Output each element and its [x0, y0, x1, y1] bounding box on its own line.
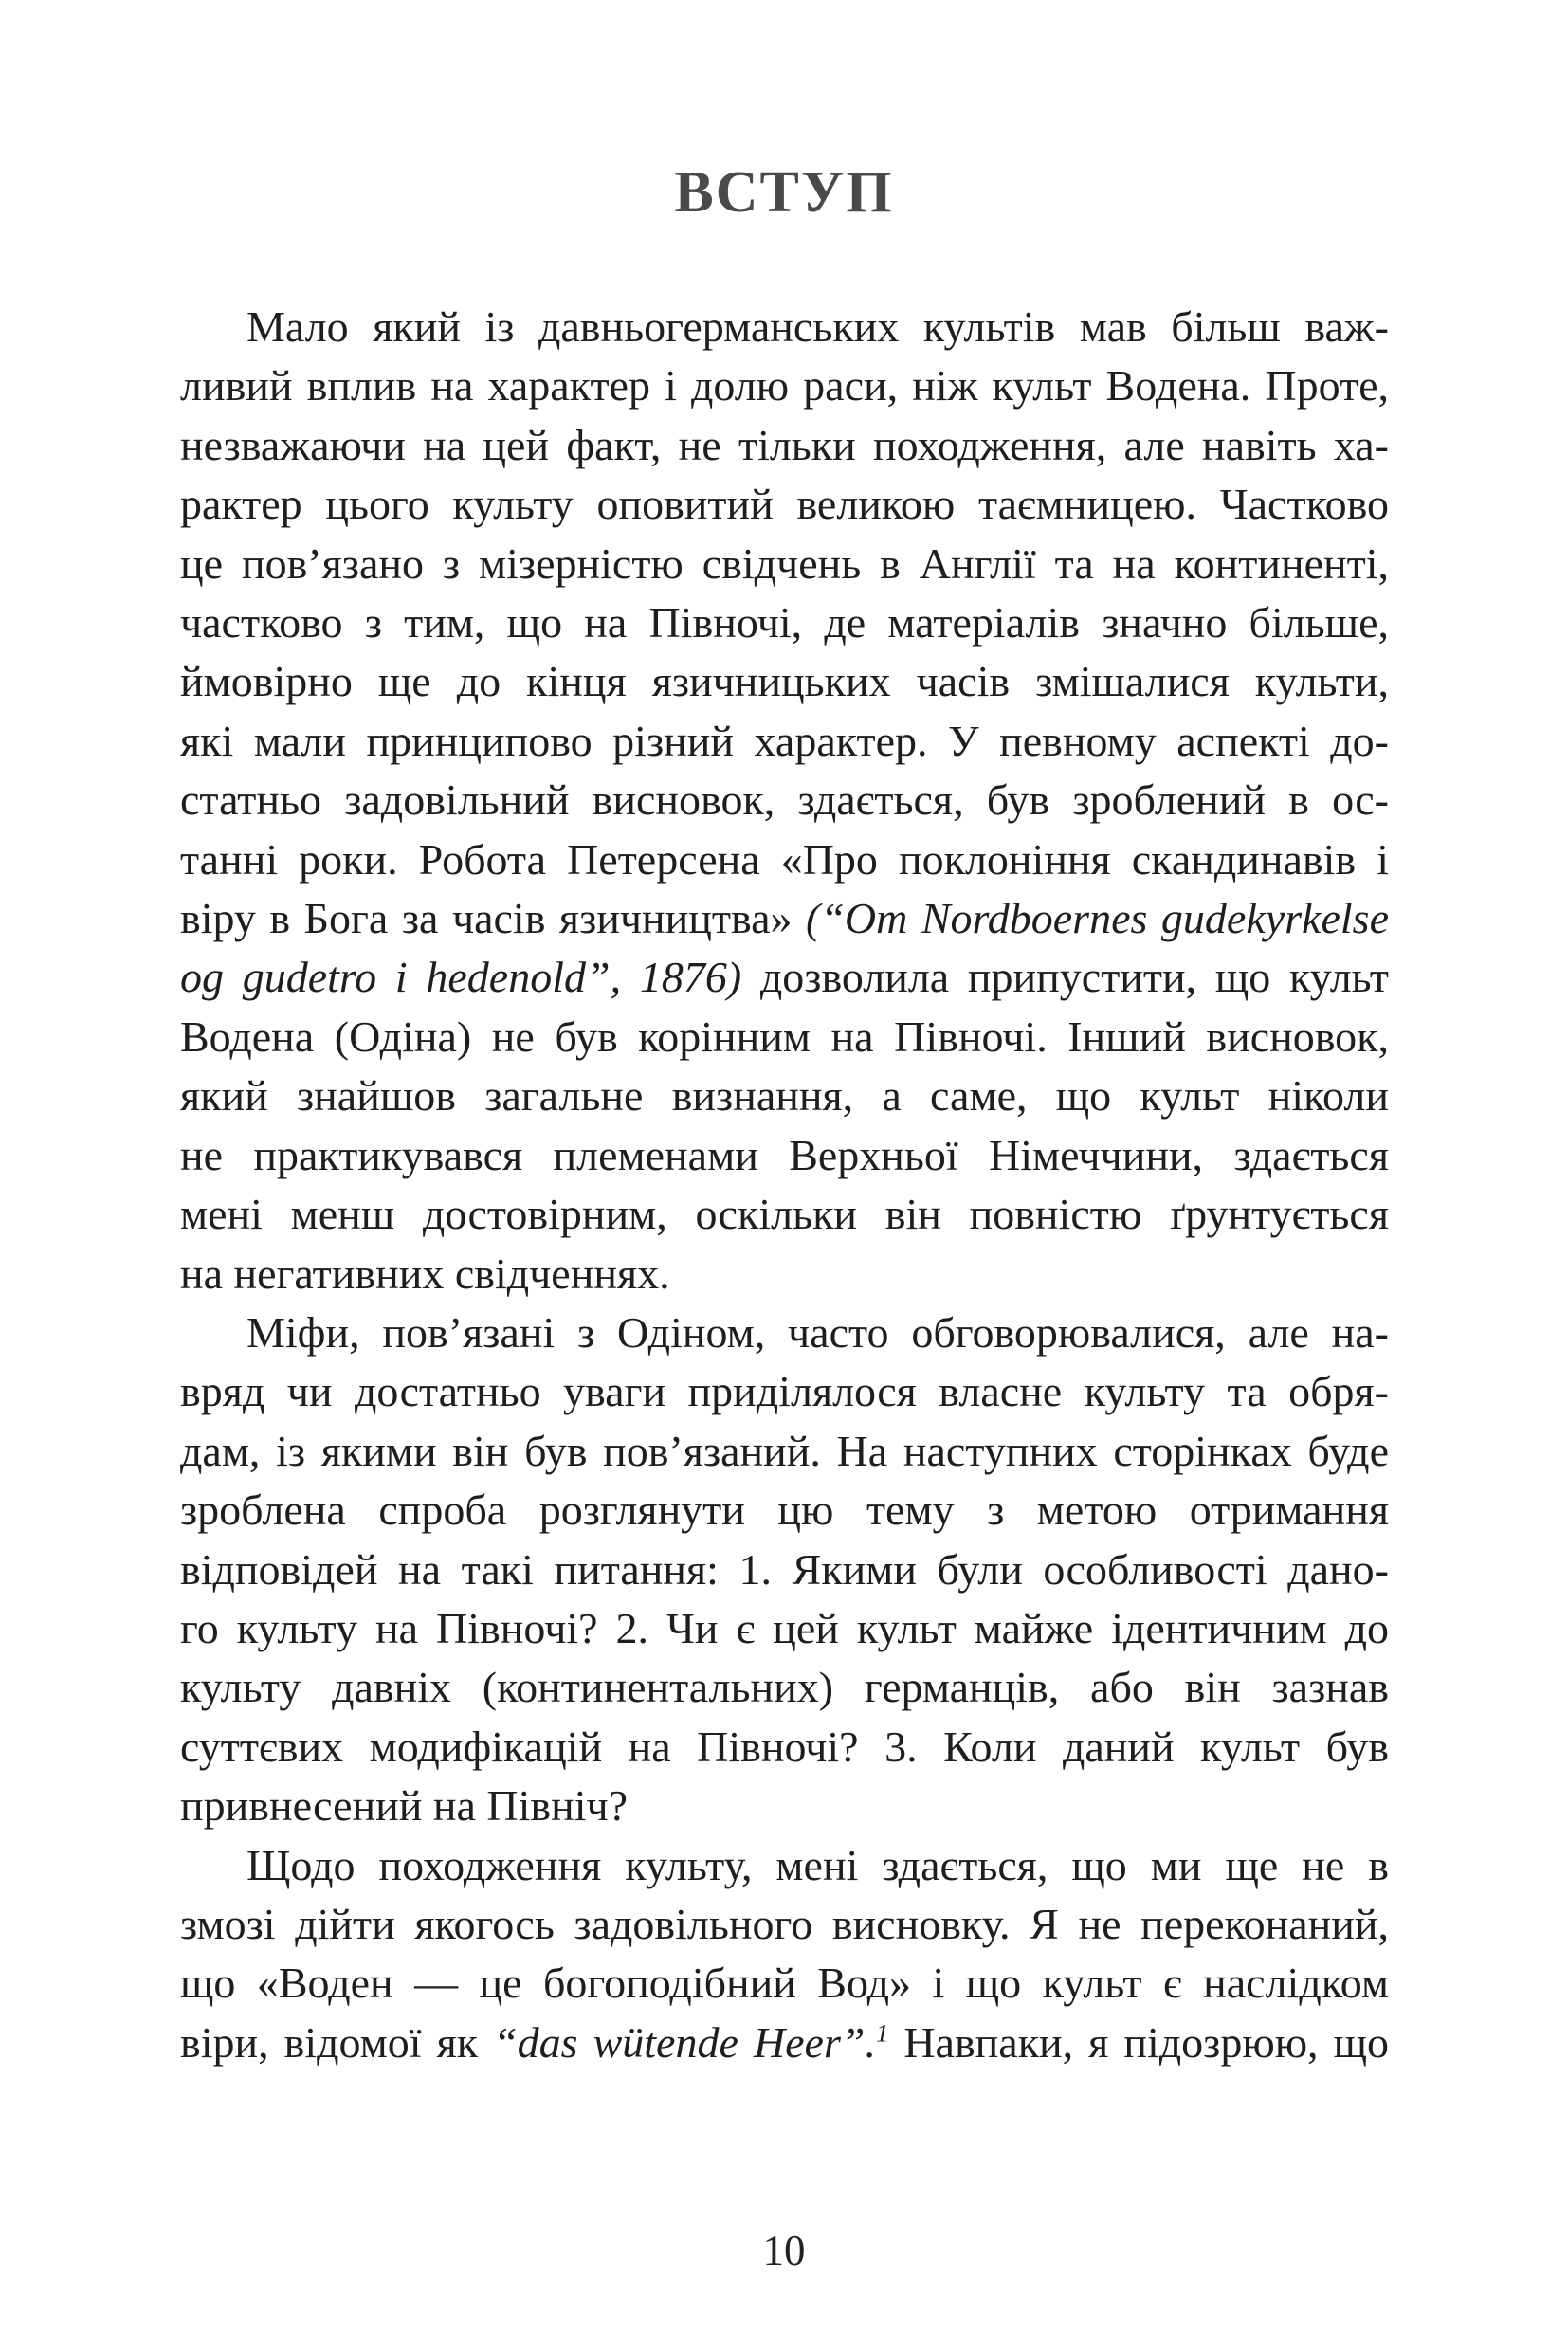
page-number: 10: [762, 2227, 806, 2274]
text-line: [180, 416, 1389, 475]
text-line: [180, 1895, 1389, 1954]
text-segment: го культу на Півночі? 2. Чи є цей культ майже ідентичним до: [180, 1603, 1389, 1652]
text-segment: зроблена спроба розглянути цю тему з метою отримання: [180, 1486, 1389, 1535]
text-line: [180, 1304, 1389, 1362]
text-segment: дам, із якими він був пов’язаний. На наступних сторінках буде: [180, 1426, 1389, 1475]
text-segment: частково з тим, що на Півночі, де матеріалів значно більше,: [180, 598, 1389, 647]
text-line: [180, 1718, 1389, 1777]
text-line: [180, 712, 1389, 771]
text-segment: статньо задовільний висновок, здається, був зроблений в ос-: [180, 775, 1389, 825]
text-segment: Міфи, пов’язані з Одіном, часто обговорювалися, але на-: [246, 1307, 1389, 1357]
text-segment: не практикувався племенами Верхньої Німеччини, здається: [180, 1130, 1389, 1179]
text-segment: Навпаки, я підозрюю, що: [888, 2017, 1389, 2067]
text-line: [180, 1541, 1389, 1599]
paragraph: [180, 1304, 1389, 1836]
text-segment: незважаючи на цей факт, не тільки походження, але навіть ха-: [180, 420, 1389, 469]
text-segment: привнесений на Північ?: [180, 1781, 629, 1831]
text-segment: які мали принципово різний характер. У певному аспекті до-: [180, 716, 1389, 765]
text-line: [180, 1658, 1389, 1717]
text-line: [180, 1836, 1389, 1895]
text-line: [180, 889, 1389, 948]
text-line: [180, 356, 1389, 415]
text-line: [180, 593, 1389, 652]
text-segment: (“Om Nordboernes gudekyrkelse: [806, 894, 1389, 943]
body-text: [180, 298, 1389, 2072]
text-line: [180, 1245, 1389, 1304]
text-line: [180, 830, 1389, 889]
text-segment: Мало який із давньогерманських культів мав більш важ-: [246, 302, 1389, 351]
text-segment: Щодо походження культу, мені здається, що ми ще не в: [246, 1840, 1389, 1889]
text-line: [180, 1362, 1389, 1421]
text-line: [180, 535, 1389, 593]
paragraph: [180, 298, 1389, 1304]
text-segment: суттєвих модифікацій на Півночі? 3. Коли даний культ був: [180, 1722, 1389, 1771]
text-line: [180, 1008, 1389, 1067]
text-line: [180, 1126, 1389, 1185]
text-line: [180, 1067, 1389, 1125]
text-segment: вряд чи достатньо уваги приділялося власне культу та обря-: [180, 1367, 1389, 1416]
text-segment: віру в Бога за часів язичництва»: [180, 894, 807, 943]
text-line: [180, 1481, 1389, 1540]
text-segment: танні роки. Робота Петерсена «Про поклоніння скандинавів і: [180, 834, 1389, 884]
text-line: [180, 475, 1389, 534]
text-line: [180, 1422, 1389, 1481]
text-line: [180, 298, 1389, 356]
text-segment: що «Воден — це богоподібний Вод» і що культ є наслідком: [180, 1959, 1389, 2008]
text-segment: мені менш достовірним, оскільки він повністю ґрунтується: [180, 1190, 1389, 1239]
text-segment: який знайшов загальне визнання, а саме, що культ ніколи: [180, 1071, 1389, 1121]
text-segment: на негативних свідченнях.: [180, 1249, 670, 1298]
text-line: [180, 1954, 1389, 2013]
text-segment: це пов’язано з мізерністю свідчень в Англії та на континенті,: [180, 538, 1389, 588]
text-line: [180, 1185, 1389, 1244]
text-line: [180, 771, 1389, 830]
chapter-title: ВСТУП: [674, 160, 894, 225]
text-line: [180, 948, 1389, 1007]
text-line: [180, 2014, 1389, 2072]
text-segment: віри, відомої як: [180, 2017, 494, 2067]
text-segment: рактер цього культу оповитий великою таємницею. Частково: [180, 480, 1389, 529]
text-segment: ймовірно ще до кінця язичницьких часів змішалися культи,: [180, 657, 1389, 706]
text-segment: культу давніх (континентальних) германців, або він зазнав: [180, 1663, 1389, 1712]
text-line: [180, 652, 1389, 711]
paragraph: [180, 1836, 1389, 2073]
text-line: [180, 1599, 1389, 1658]
footnote-marker: 1: [875, 2018, 889, 2048]
text-line: [180, 1777, 1389, 1835]
text-segment: ливий вплив на характер і долю раси, ніж культ Водена. Проте,: [180, 361, 1389, 410]
text-segment: og gudetro i hedenold”, 1876): [180, 953, 742, 1002]
text-segment: “das wütende Heer”.: [493, 2017, 876, 2067]
text-segment: Водена (Одіна) не був корінним на Півночі. Інший висновок,: [180, 1012, 1389, 1061]
text-segment: відповідей на такі питання: 1. Якими були особливості дано-: [180, 1544, 1389, 1594]
text-segment: дозволила припустити, що культ: [741, 953, 1389, 1002]
text-segment: змозі дійти якогось задовільного висновку. Я не переконаний,: [180, 1899, 1389, 1948]
